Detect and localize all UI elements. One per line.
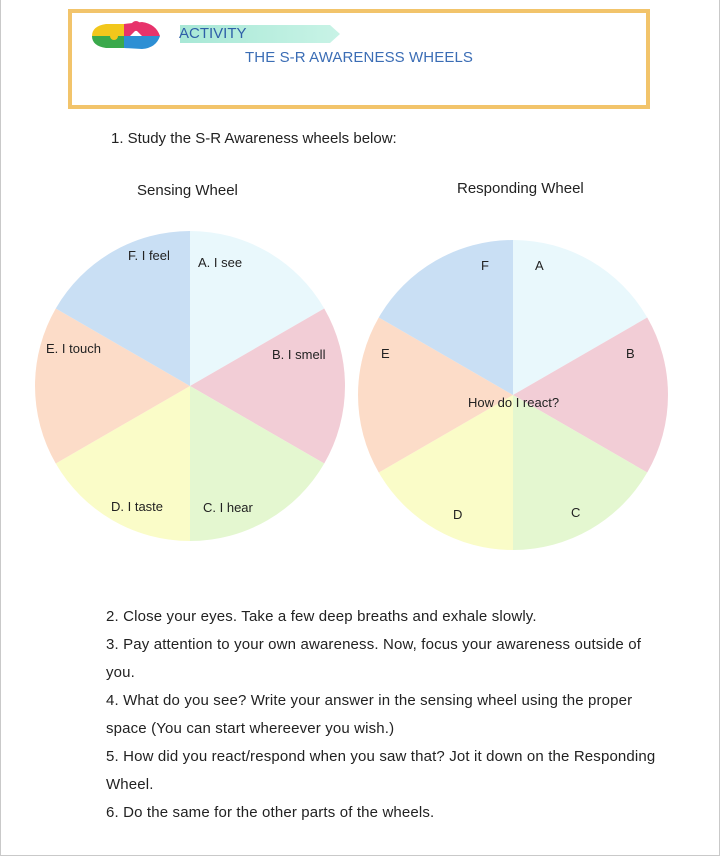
- instruction-6: 6. Do the same for the other parts of the wheels.: [106, 804, 435, 821]
- instruction-2: 2. Close your eyes. Take a few deep breaths and exhale slowly.: [106, 608, 537, 625]
- sensing-label-a: A. I see: [198, 255, 243, 270]
- sensing-wheel-caption: Sensing Wheel: [137, 182, 238, 199]
- activity-label: ACTIVITY: [179, 25, 247, 42]
- responding-label-b: B: [626, 346, 635, 361]
- instruction-5: 5. How did you react/respond when you saw that? Jot it down on the Responding Wheel.: [106, 748, 656, 793]
- responding-center-text: How do I react?: [468, 395, 560, 410]
- step-1-text: 1. Study the S-R Awareness wheels below:: [111, 130, 397, 147]
- responding-label-e: E: [381, 346, 390, 361]
- sensing-label-f: F. I feel: [128, 248, 170, 263]
- sensing-label-b: B. I smell: [272, 347, 326, 362]
- responding-wheel-caption: Responding Wheel: [457, 180, 584, 197]
- responding-label-c: C: [571, 505, 581, 520]
- activity-title: THE S-R AWARENESS WHEELS: [245, 49, 473, 66]
- sensing-label-c: C. I hear: [203, 500, 253, 515]
- responding-label-d: D: [453, 507, 463, 522]
- sensing-label-d: D. I taste: [111, 499, 164, 514]
- instruction-4: 4. What do you see? Write your answer in the sensing wheel using the proper space (You can start whereever you wish.): [106, 692, 633, 737]
- instruction-3: 3. Pay attention to your own awareness. Now, focus your awareness outside of you.: [106, 636, 642, 681]
- sensing-wheel[interactable]: [35, 231, 345, 541]
- instructions-list: [106, 603, 666, 827]
- responding-label-a: A: [535, 258, 544, 273]
- responding-label-f: F: [481, 258, 489, 273]
- sensing-label-e: E. I touch: [46, 341, 101, 356]
